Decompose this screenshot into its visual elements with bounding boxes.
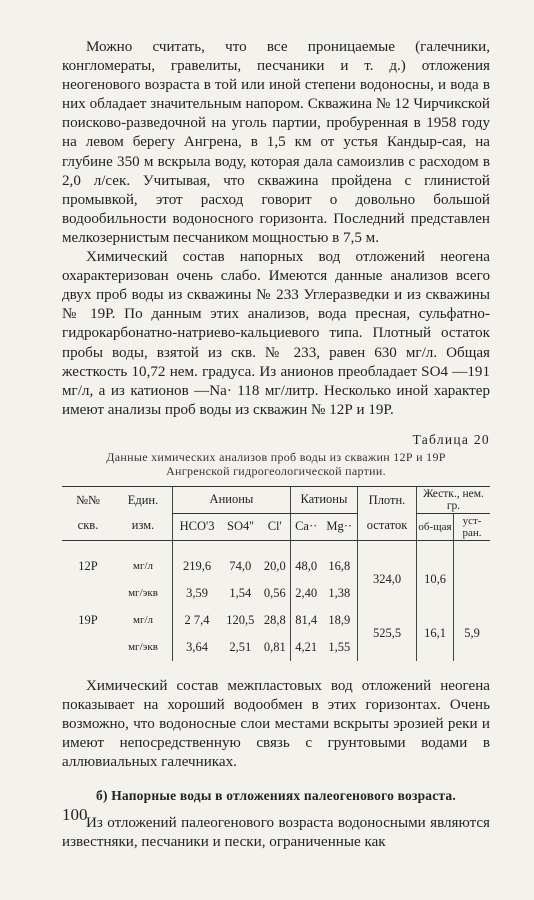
col-unit-header-top: Един. <box>127 493 159 508</box>
well-cell: 12Р <box>78 558 98 573</box>
analysis-table <box>62 486 490 661</box>
col-unit-header-bottom: изм. <box>131 518 155 533</box>
unit-cell: мг/экв <box>128 587 158 600</box>
ca-header: Ca·· <box>290 513 321 540</box>
unit-cell: мг/л <box>132 614 154 627</box>
hco3-cell: 2 7,4 <box>173 607 222 634</box>
table-row <box>62 540 490 580</box>
residue-header-bottom: остаток <box>366 518 408 533</box>
so4-cell: 2,51 <box>229 639 252 654</box>
unit-cell: мг/экв <box>128 641 158 654</box>
residue-header-top: Плотн. <box>368 493 406 508</box>
well-cell <box>62 634 114 661</box>
col-unit-header <box>114 486 173 540</box>
so4-header: SO4'' <box>221 513 260 540</box>
cl-cell: 28,8 <box>263 612 286 627</box>
residue-header <box>358 486 417 540</box>
cl-cell: 0,81 <box>263 639 286 654</box>
table-title-line-1: Данные химических анализов проб воды из скважин 12Р и 19Р <box>106 449 446 464</box>
mg-cell: 16,8 <box>328 558 351 573</box>
hardness-removable-cell: 5,9 <box>454 607 491 661</box>
cl-header: Cl' <box>260 513 291 540</box>
hardness-total-header: об-щая <box>417 513 454 540</box>
col-well-header-top: №№ <box>76 493 100 508</box>
residue-cell: 525,5 <box>358 607 417 661</box>
mg-cell: 1,38 <box>328 585 351 600</box>
so4-cell: 74,0 <box>229 558 252 573</box>
ca-cell: 81,4 <box>290 607 321 634</box>
paragraph-1: Можно считать, что все проницаемые (галечники, конгломераты, гравелиты, песчаники и т. д.) отложения неогенового возраста в той или иной степени водоносны, и вода в них обладает значительным напором. Скважина № 12 Чирчикской поисково-разведочной на уголь партии, пробуренная в 1958 году на левом берегу Ангрена, в 1,5 км от устья Кандыр-сая, на глубине 350 м вскрыла воду, которая дала самоизлив с расходом в 2,0 л/сек. Учитывая, что скважина пройдена с глинистой промывкой, этот расход говорит о довольно большой водообильности водоносного горизонта. Последний представлен мелкозернистым песчаником мощностью в 7,5 м. <box>62 39 490 246</box>
residue-cell: 324,0 <box>358 540 417 607</box>
cl-cell: 0,56 <box>263 585 286 600</box>
col-well-header <box>62 486 114 540</box>
table-title-line-2: Ангренской гидрогеологической партии. <box>166 463 386 478</box>
ca-cell: 2,40 <box>290 580 321 607</box>
hardness-removable-header: уст-ран. <box>454 513 491 540</box>
mg-header: Mg·· <box>322 513 358 540</box>
hardness-removable-cell <box>454 540 491 607</box>
hardness-header: Жестк., нем. гр. <box>417 486 491 513</box>
paragraph-4: Из отложений палеогенового возраста водоносными являются известняки, песчаники и пески, ограниченные как <box>62 815 490 851</box>
mg-cell: 1,55 <box>328 639 351 654</box>
page-number: 100 <box>62 805 88 824</box>
paragraph-3: Химический состав межпластовых вод отложений неогена показывает на хороший водообмен в этих горизонтах. Очень возможно, что водоносные слои местами вскрыты эрозией реки и имеют непосредственную связь с грунтовыми водами в аллювиальных галечниках. <box>62 677 490 771</box>
well-cell <box>62 580 114 607</box>
table-caption: Таблица 20 <box>412 431 490 447</box>
anions-header: Анионы <box>173 486 291 513</box>
table-title <box>62 450 490 478</box>
unit-cell: мг/л <box>132 560 154 573</box>
paragraph-2: Химический состав напорных вод отложений неогена охарактеризован очень слабо. Имеются данные анализов всего двух проб воды из скважины № 233 Углеразведки и из скважины № 19Р. По данным этих анализов, вода пресная, сульфатно-гидрокарбонатно-натриево-кальциевого типа. Плотный остаток пробы воды, взятой из скв. № 233, равен 630 мг/л. Общая жесткость 10,72 нем. градуса. Из анионов преобладает SO4 —191 мг/л, а из катионов —Na· 118 мг/литр. Несколько иной характер имеют анализы проб воды из скважин № 12Р и 19Р. <box>62 249 490 418</box>
so4-cell: 1,54 <box>229 585 252 600</box>
well-cell: 19Р <box>78 612 98 627</box>
hardness-total-cell: 10,6 <box>417 540 454 607</box>
table-row <box>62 607 490 634</box>
cl-cell: 20,0 <box>263 558 286 573</box>
subsection-heading: б) Напорные воды в отложениях палеогенового возраста. <box>96 788 456 804</box>
hco3-cell: 3,64 <box>173 634 222 661</box>
so4-cell: 120,5 <box>226 612 255 627</box>
mg-cell: 18,9 <box>328 612 351 627</box>
ca-cell: 4,21 <box>290 634 321 661</box>
hco3-header: HCO'3 <box>173 513 222 540</box>
ca-cell: 48,0 <box>290 540 321 580</box>
hco3-cell: 219,6 <box>173 540 222 580</box>
hco3-cell: 3,59 <box>173 580 222 607</box>
hardness-total-cell: 16,1 <box>417 607 454 661</box>
col-well-header-bottom: скв. <box>77 518 99 533</box>
cations-header: Катионы <box>290 486 357 513</box>
